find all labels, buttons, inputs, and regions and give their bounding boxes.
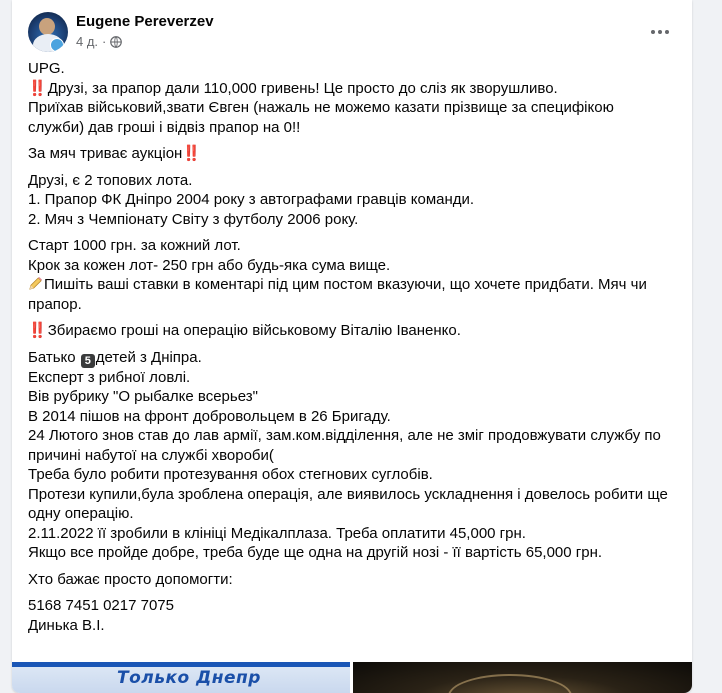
text-line: UPG. xyxy=(28,60,65,77)
text-line: Батько 5 детей з Дніпра. xyxy=(28,348,202,367)
keycap-five-icon: 5 xyxy=(81,354,95,368)
text-line: ‼️ Друзі, за прапор дали 110,000 гривень! Це просто до сліз як зворушливо. xyxy=(28,79,558,97)
photo-ring xyxy=(448,674,572,693)
text-line: Друзі, є 2 топових лота. xyxy=(28,171,193,189)
globe-icon[interactable] xyxy=(110,36,122,48)
text-line: 2. Мяч з Чемпіонату Світу з футболу 2006 року. xyxy=(28,210,359,228)
text-line: В 2014 пішов на фронт добровольцем в 26 Бригаду. xyxy=(28,407,391,425)
text-line: Пишіть ваші ставки в коментарі під цим постом вказуючи, що хочете придбати. Мяч чи xyxy=(28,275,680,295)
text-line: 24 Лютого знов став до лав армії, зам.ком.відділення, але не зміг продовжувати службу по xyxy=(28,427,661,444)
text-line: 1. Прапор ФК Дніпро 2004 року з автографами гравців команди. xyxy=(28,191,475,208)
text-line: Якщо все пройде добре, треба буде ще одна на другій нозі - її вартість 65,000 грн. xyxy=(28,544,603,561)
paragraph-auction xyxy=(28,144,680,164)
text-line: ‼️ Збираємо гроші на операцію військовому Віталію Іваненко. xyxy=(28,322,461,339)
post-timestamp[interactable]: 4 д. xyxy=(76,34,99,49)
pencil-icon xyxy=(28,276,43,291)
paragraph-rules xyxy=(28,236,680,314)
text-line: Крок за кожен лот- 250 грн або будь-яка сума вище. xyxy=(28,256,391,274)
more-options-icon[interactable] xyxy=(644,16,676,48)
post-text xyxy=(28,59,680,642)
text-line: причині набутої на службі хвороби( xyxy=(28,446,274,464)
avatar-face xyxy=(39,18,55,35)
post-photos xyxy=(12,662,692,693)
paragraph-card xyxy=(28,596,680,635)
photo-right[interactable] xyxy=(353,662,692,693)
text-line: 2.11.2022 її зробили в клініці Медікалплаза. Треба оплатити 45,000 грн. xyxy=(28,524,526,542)
text-line: Старт 1000 грн. за кожний лот. xyxy=(28,237,241,254)
text-line: служби) дав гроші і відвіз прапор на 0!! xyxy=(28,118,301,136)
paragraph-fundraiser xyxy=(28,321,680,341)
photo-left[interactable] xyxy=(12,662,350,693)
paragraph-story xyxy=(28,348,680,563)
post-meta xyxy=(76,34,122,49)
paragraph-lots xyxy=(28,171,680,230)
author-avatar[interactable] xyxy=(28,12,68,52)
meta-separator: · xyxy=(102,34,107,49)
text-line: Приїхав військовий,звати Євген (нажаль не можемо казати прізвище за специфікою xyxy=(28,99,614,116)
card-number: 5168 7451 0217 7075 xyxy=(28,597,174,614)
photo-stripe xyxy=(12,662,350,667)
card-holder: Динька В.І. xyxy=(28,616,105,634)
text-line: Вів рубрику "О рыбалке всерьез" xyxy=(28,388,258,405)
text-line: одну операцію. xyxy=(28,505,134,522)
post-card xyxy=(12,0,692,693)
photo-logo-text: Только Днепр xyxy=(117,668,261,688)
text-line: Треба було робити протезування обох стегнових суглобів. xyxy=(28,466,433,483)
text-line: прапор. xyxy=(28,295,82,313)
double-exclamation-icon: ‼️ xyxy=(28,322,45,339)
text-line: Хто бажає просто допомогти: xyxy=(28,570,233,588)
paragraph-update xyxy=(28,59,680,137)
double-exclamation-icon: ‼️ xyxy=(182,145,200,162)
avatar-badge xyxy=(50,38,64,52)
paragraph-help xyxy=(28,570,680,590)
author-name[interactable]: Eugene Pereverzev xyxy=(76,13,214,30)
post-header xyxy=(28,12,676,52)
text-line: За мяч триває аукціон‼️ xyxy=(28,145,200,162)
text-line: Протези купили,була зроблена операція, але виявилось ускладнення і довелось робити ще xyxy=(28,485,668,503)
double-exclamation-icon: ‼️ xyxy=(28,79,45,97)
text-line: Експерт з рибної ловлі. xyxy=(28,368,191,386)
